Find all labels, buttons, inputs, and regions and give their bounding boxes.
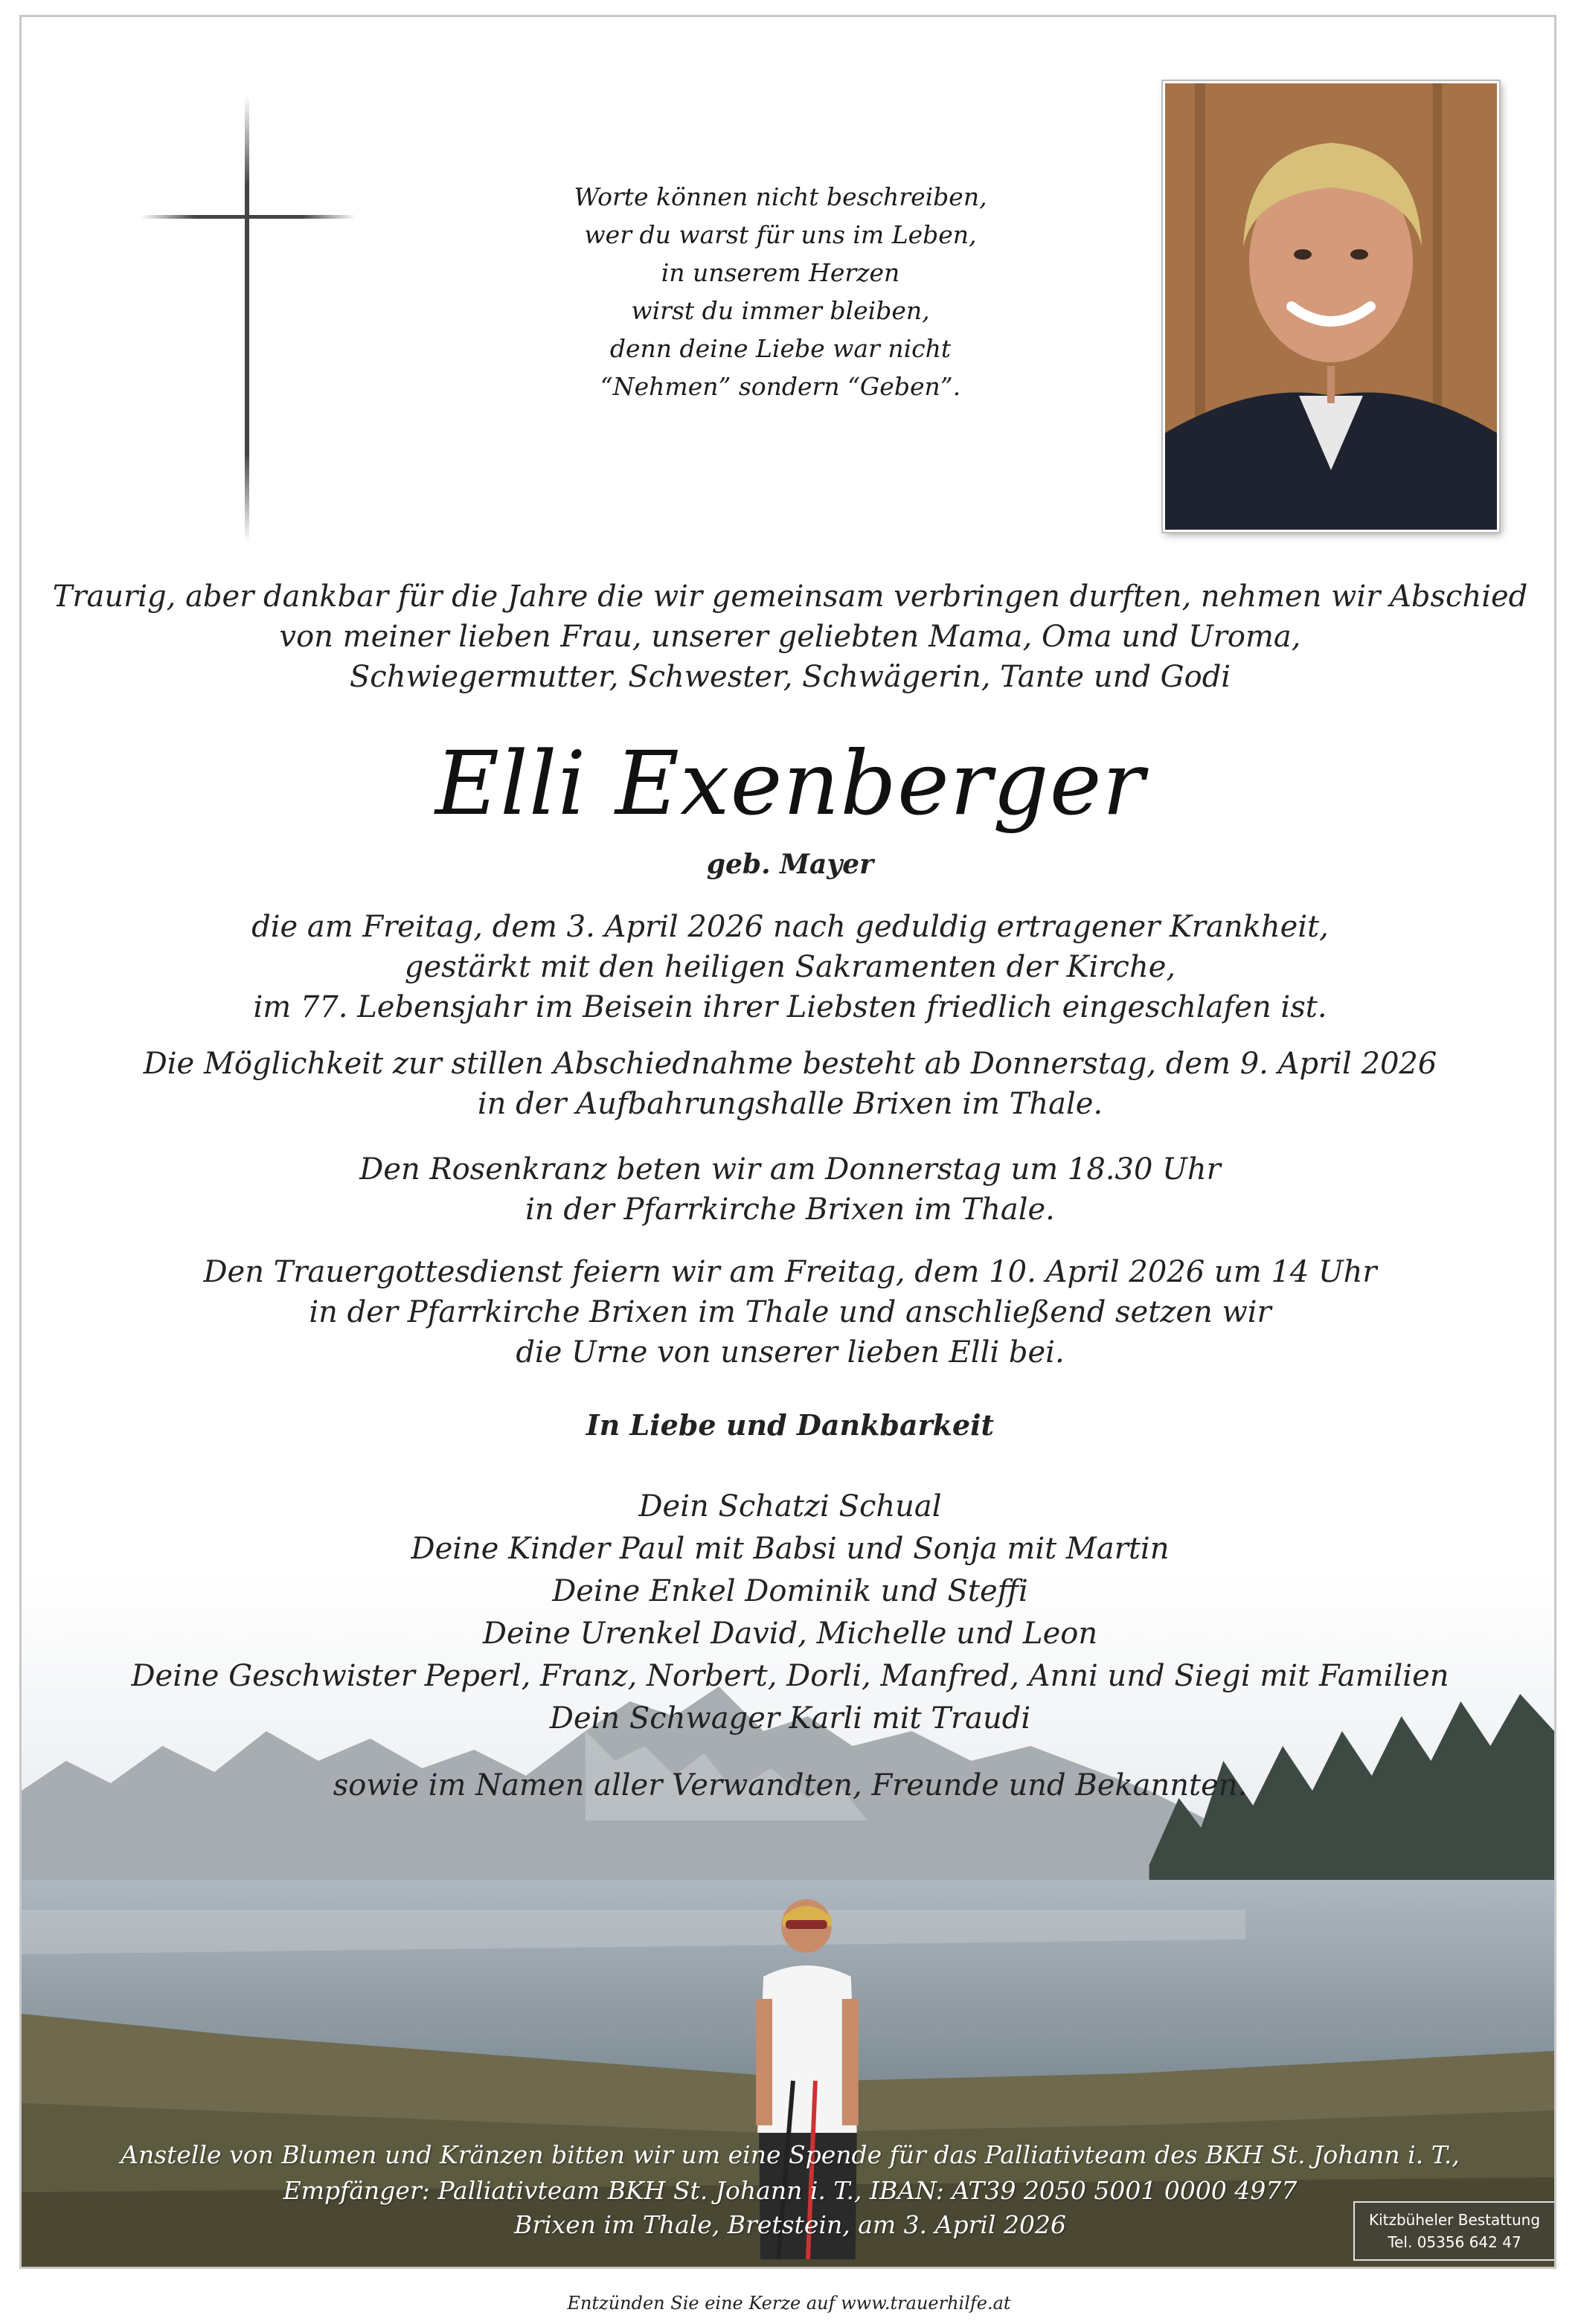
- undertaker-phone: Tel. 05356 642 47: [1388, 2233, 1521, 2251]
- mourners-list: [22, 1486, 1556, 1740]
- mourner-line: Dein Schatzi Schual: [638, 1489, 942, 1524]
- funeral-line: die Urne von unserer lieben Elli bei.: [516, 1335, 1065, 1370]
- funeral-line: in der Pfarrkirche Brixen im Thale und anschließend setzen wir: [309, 1295, 1271, 1329]
- footer-link-text: Entzünden Sie eine Kerze auf www.trauerhilfe.at: [567, 2293, 1011, 2314]
- poem-line: wer du warst für uns im Leben,: [584, 220, 977, 249]
- donation-request: [22, 2137, 1556, 2209]
- poem-line: Worte können nicht beschreiben,: [574, 182, 987, 211]
- poem-line: “Nehmen” sondern “Geben”.: [600, 372, 961, 401]
- signature-line: In Liebe und Dankbarkeit: [586, 1408, 995, 1442]
- portrait-photo: [1163, 81, 1499, 532]
- notice-line: im 77. Lebensjahr im Beisein ihrer Liebsten friedlich eingeschlafen ist.: [253, 990, 1327, 1024]
- memorial-poem: [408, 178, 1152, 405]
- intro-line: Traurig, aber dankbar für die Jahre die wir gemeinsam verbringen durften, nehmen wir Abschied: [52, 580, 1528, 614]
- undertaker-name: Kitzbüheler Bestattung: [1368, 2211, 1541, 2229]
- donation-line: Empfänger: Palliativteam BKH St. Johann i. T., IBAN: AT39 2050 5001 0000 4977: [283, 2176, 1298, 2205]
- intro-text: [22, 577, 1556, 697]
- undertaker-logo: [1353, 2201, 1556, 2261]
- death-notice: [22, 907, 1556, 1027]
- mourner-line: Dein Schwager Karli mit Traudi: [549, 1701, 1031, 1736]
- rosary-line: Den Rosenkranz beten wir am Donnerstag um 18.30 Uhr: [359, 1152, 1221, 1187]
- mourner-line: Deine Urenkel David, Michelle und Leon: [482, 1617, 1098, 1651]
- landscape-photo: [22, 1344, 1554, 2267]
- closing-line: sowie im Namen aller Verwandten, Freunde und Bekannten.: [333, 1768, 1248, 1803]
- viewing-line: Die Möglichkeit zur stillen Abschiednahme besteht ab Donnerstag, dem 9. April 2026: [143, 1047, 1437, 1081]
- mourner-line: Deine Geschwister Peperl, Franz, Norbert, Dorli, Manfred, Anni und Siegi mit Familien: [131, 1659, 1449, 1693]
- maiden-name: geb. Mayer: [706, 849, 874, 880]
- funeral-info: [22, 1252, 1556, 1373]
- notice-line: gestärkt mit den heiligen Sakramenten der Kirche,: [404, 950, 1176, 984]
- donation-line: Anstelle von Blumen und Kränzen bitten wir um eine Spende für das Palliativteam des BKH St. Johann i. T.,: [121, 2140, 1460, 2169]
- poem-line: wirst du immer bleiben,: [631, 296, 930, 325]
- rosary-line: in der Pfarrkirche Brixen im Thale.: [525, 1193, 1055, 1227]
- poem-line: in unserem Herzen: [661, 258, 900, 287]
- notice-line: die am Freitag, dem 3. April 2026 nach geduldig ertragener Krankheit,: [251, 910, 1329, 944]
- viewing-info: [22, 1044, 1556, 1124]
- obituary-frame: [19, 15, 1556, 2269]
- rosary-info: [22, 1149, 1556, 1230]
- cross-icon: [133, 81, 364, 557]
- deceased-name: Elli Exenberger: [435, 732, 1145, 835]
- intro-line: Schwiegermutter, Schwester, Schwägerin, Tante und Godi: [349, 660, 1231, 694]
- place-date: Brixen im Thale, Bretstein, am 3. April 2026: [514, 2210, 1066, 2239]
- mourner-line: Deine Enkel Dominik und Steffi: [552, 1574, 1028, 1608]
- poem-line: denn deine Liebe war nicht: [609, 334, 952, 363]
- viewing-line: in der Aufbahrungshalle Brixen im Thale.: [477, 1087, 1103, 1121]
- mourner-line: Deine Kinder Paul mit Babsi und Sonja mit Martin: [411, 1532, 1170, 1566]
- intro-line: von meiner lieben Frau, unserer geliebten Mama, Oma und Uroma,: [279, 620, 1301, 654]
- funeral-line: Den Trauergottesdienst feiern wir am Freitag, dem 10. April 2026 um 14 Uhr: [203, 1255, 1377, 1289]
